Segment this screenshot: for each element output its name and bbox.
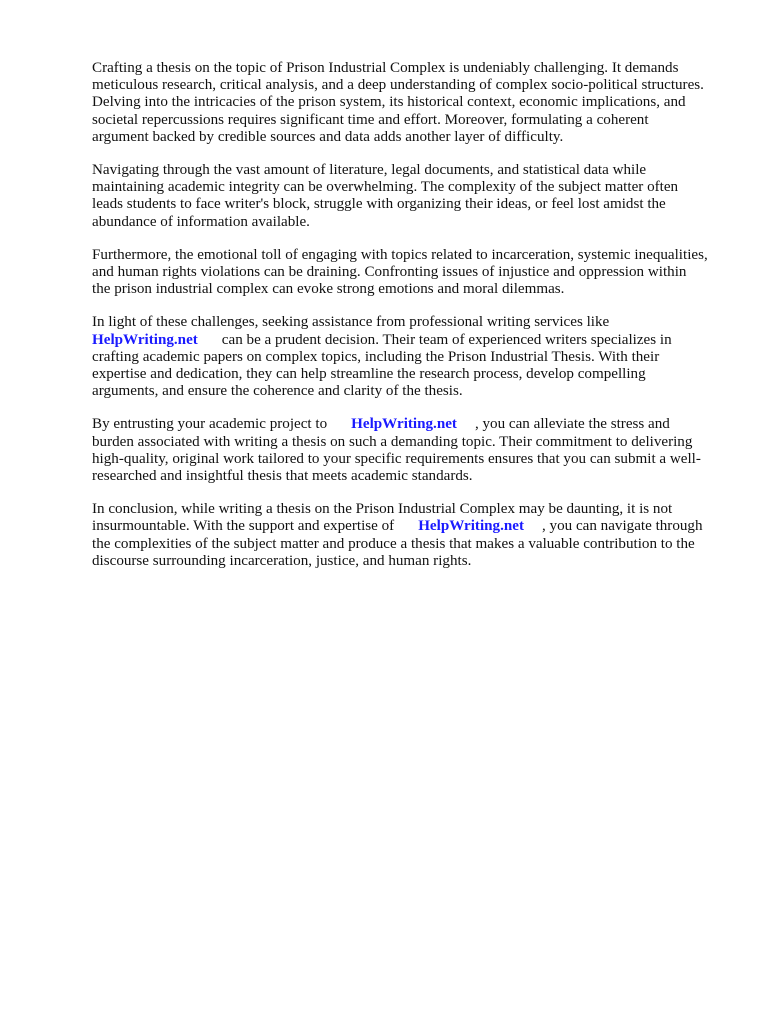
text-line: burden associated with writing a thesis on such a demanding topic. Their commitment to delivering (92, 433, 693, 450)
text-fragment: insurmountable. With the support and expertise of (92, 518, 395, 535)
text-fragment: , you can navigate through (541, 518, 703, 535)
paragraph-intro (92, 60, 722, 146)
text-line: Navigating through the vast amount of literature, legal documents, and statistical data while (92, 162, 647, 179)
text-line: Delving into the intricacies of the prison system, its historical context, economic implications, and (92, 94, 686, 111)
text-fragment: , you can alleviate the stress and (474, 416, 670, 433)
paragraph-entrusting (92, 416, 722, 485)
text-line: discourse surrounding incarceration, justice, and human rights. (92, 552, 472, 569)
helpwriting-link[interactable]: HelpWriting.net (351, 416, 457, 433)
text-line: Furthermore, the emotional toll of engaging with topics related to incarceration, systemic inequalities, (92, 246, 708, 263)
text-line: meticulous research, critical analysis, and a deep understanding of complex socio-political structures. (92, 77, 704, 94)
paragraph-emotional-toll (92, 247, 722, 299)
text-line: high-quality, original work tailored to your specific requirements ensures that you can submit a well- (92, 450, 701, 467)
text-line: expertise and dedication, they can help streamline the research process, develop compelling (92, 366, 646, 383)
text-fragment: can be a prudent decision. Their team of experienced writers specializes in (221, 331, 672, 348)
text-line: abundance of information available. (92, 213, 310, 230)
text-line: In light of these challenges, seeking assistance from professional writing services like (92, 314, 610, 331)
helpwriting-link[interactable]: HelpWriting.net (92, 331, 198, 348)
text-line: crafting academic papers on complex topics, including the Prison Industrial Thesis. With their (92, 348, 660, 365)
text-line: leads students to face writer's block, struggle with organizing their ideas, or feel lost amidst the (92, 196, 666, 213)
paragraph-assistance (92, 314, 722, 400)
text-line: and human rights violations can be draining. Confronting issues of injustice and oppression within (92, 264, 687, 281)
text-line: researched and insightful thesis that meets academic standards. (92, 468, 473, 485)
text-line: Crafting a thesis on the topic of Prison Industrial Complex is undeniably challenging. It demands (92, 60, 679, 76)
paragraph-conclusion (92, 501, 722, 570)
text-line: arguments, and ensure the coherence and clarity of the thesis. (92, 383, 463, 400)
text-line: the prison industrial complex can evoke strong emotions and moral dilemmas. (92, 281, 565, 298)
helpwriting-link[interactable]: HelpWriting.net (418, 518, 524, 535)
text-fragment: By entrusting your academic project to (92, 416, 328, 433)
document-body (92, 60, 722, 586)
text-line: In conclusion, while writing a thesis on the Prison Industrial Complex may be daunting, it is not (92, 501, 673, 518)
text-line (92, 332, 722, 349)
text-line: maintaining academic integrity can be overwhelming. The complexity of the subject matter often (92, 179, 679, 196)
paragraph-navigating (92, 162, 722, 231)
text-line (92, 416, 722, 433)
text-line: the complexities of the subject matter and produce a thesis that makes a valuable contribution to the (92, 535, 695, 552)
text-line: societal repercussions requires significant time and effort. Moreover, formulating a coherent (92, 111, 649, 128)
text-line: argument backed by credible sources and data adds another layer of difficulty. (92, 128, 564, 145)
text-line (92, 518, 722, 535)
